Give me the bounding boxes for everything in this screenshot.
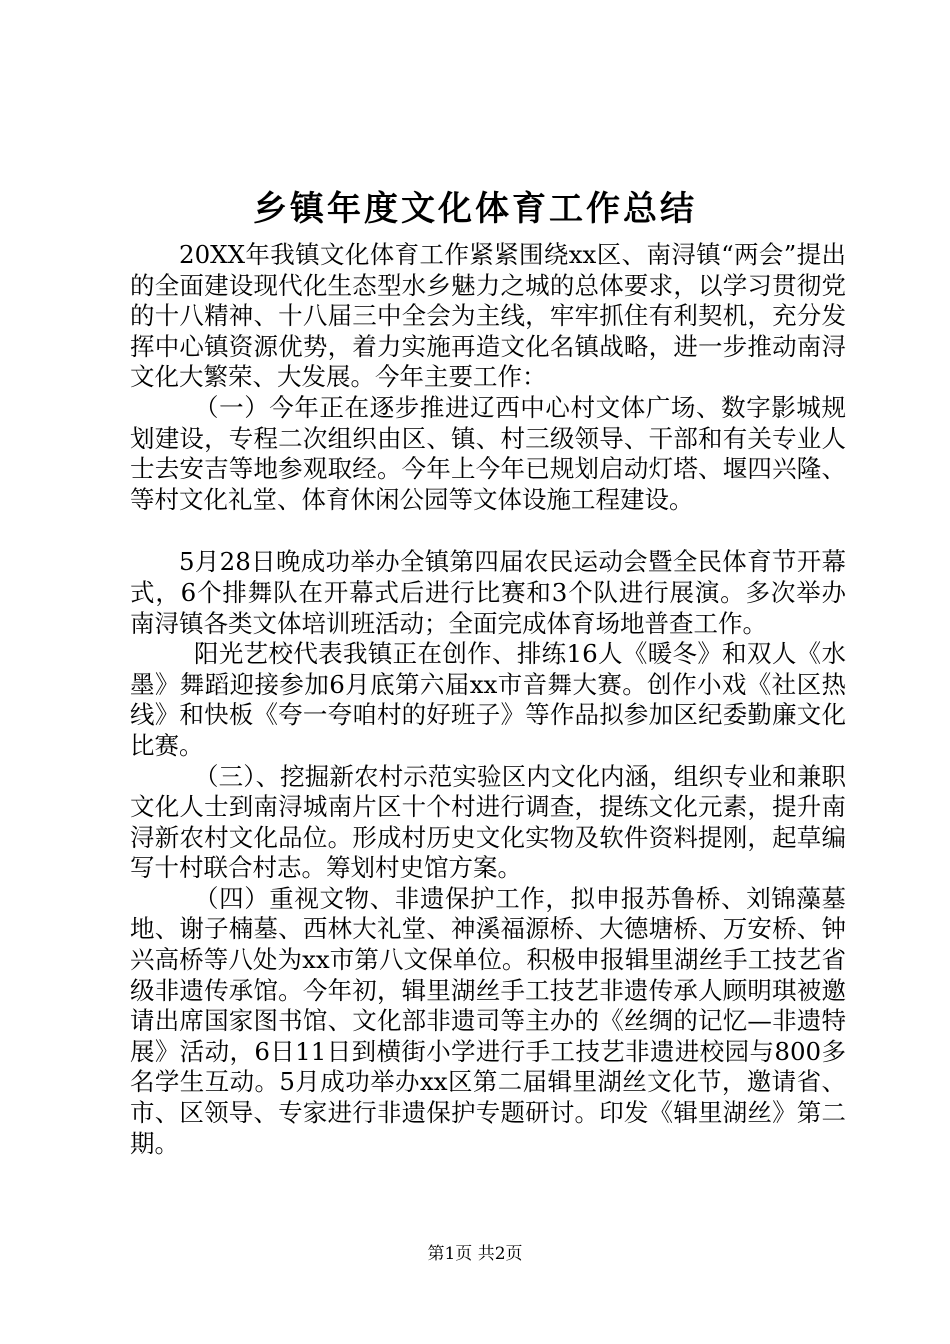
paragraph-intro: 20XX年我镇文化体育工作紧紧围绕xx区、南浔镇“两会”提出的全面建设现代化生态型水乡魅力之城的总体要求，以学习贯彻党的十八精神、十八届三中全会为主线，牢牢抓住有利契机，充分发挥中心镇资源优势，着力实施再造文化名镇战略，进一步推动南浔文化大繁荣、大发展。今年主要工作： [130, 240, 846, 392]
paragraph-gap [130, 515, 846, 547]
page-number-footer: 第1页 共2页 [427, 1244, 523, 1264]
document-title: 乡镇年度文化体育工作总结 [253, 189, 697, 229]
paragraph-art-school: 阳光艺校代表我镇正在创作、排练16人《暖冬》和双人《水墨》舞蹈迎接参加6月底第六届xx市音舞大赛。创作小戏《社区热线》和快板《夸一夸咱村的好班子》等作品拟参加区纪委勤廉文化比赛。 [130, 639, 846, 760]
paragraph-section-4: （四）重视文物、非遗保护工作，拟申报苏鲁桥、刘锦藻墓地、谢子楠墓、西林大礼堂、神溪福源桥、大德塘桥、万安桥、钟兴高桥等八处为xx市第八文保单位。积极申报辑里湖丝手工技艺省级非遗传承馆。今年初，辑里湖丝手工技艺非遗传承人顾明琪被邀请出席国家图书馆、文化部非遗司等主办的《丝绸的记忆—非遗特展》活动，6日11日到横街小学进行手工技艺非遗进校园与800多名学生互动。5月成功举办xx区第二届辑里湖丝文化节，邀请省、市、区领导、专家进行非遗保护专题研讨。印发《辑里湖丝》第二期。 [130, 883, 846, 1158]
paragraph-section-1: （一）今年正在逐步推进辽西中心村文体广场、数字影城规划建设，专程二次组织由区、镇、村三级领导、干部和有关专业人士去安吉等地参观取经。今年上今年已规划启动灯塔、堰四兴隆、等村文化礼堂、体育休闲公园等文体设施工程建设。 [130, 392, 846, 514]
paragraph-section-3: （三）、挖掘新农村示范实验区内文化内涵，组织专业和兼职文化人士到南浔城南片区十个村进行调查，提练文化元素，提升南浔新农村文化品位。形成村历史文化实物及软件资料提刚，起草编写十村联合村志。筹划村史馆方案。 [130, 761, 846, 883]
paragraph-sports-event: 5月28日晚成功举办全镇第四届农民运动会暨全民体育节开幕式，6个排舞队在开幕式后进行比赛和3个队进行展演。多次举办南浔镇各类文体培训班活动；全面完成体育场地普查工作。 [130, 547, 846, 638]
document-body [130, 240, 846, 1159]
